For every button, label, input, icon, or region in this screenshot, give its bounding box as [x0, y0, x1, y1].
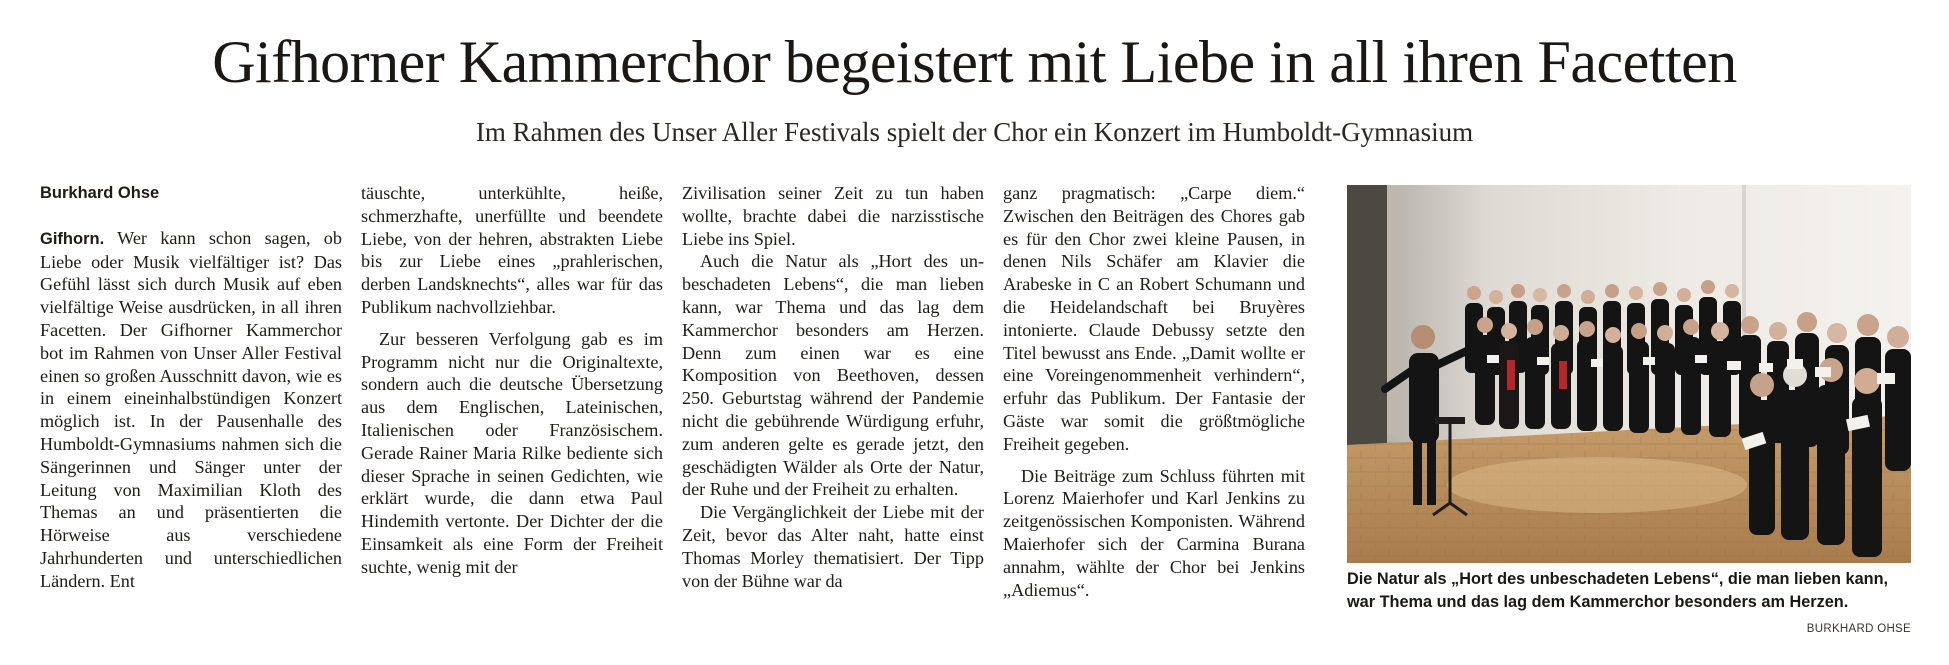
headline: Gifhorner Kammerchor begeistert mit Liebe in all ihren Facetten: [212, 29, 1737, 95]
article-column-1: [40, 182, 342, 593]
article-column-2: [361, 182, 663, 579]
choir-photo-illustration: [1347, 185, 1911, 563]
paragraph-text: Wer kann schon sagen, ob Liebe oder Musik vielfältiger ist? Das Gefühl lässt sich durch Musik auf eben vielfältige Weise ausdrücken, in all ihren Facetten. Der Gifhorner Kammerchor bot im Rahmen von Unser Aller Festival einen so großen Ausschnitt davon, wie es in einem eineinhalbstündigen Konzert möglich ist. In der Pausenhalle des Humboldt-Gymnasiums nahmen sich die Sängerinnen und Sänger unter der Leitung von Maximilian Kloth des Themas an und präsentierten die Hörweise aus verschiedene Jahrhunderten und unterschiedlichen Ländern. Ent: [40, 227, 342, 591]
article-column-4: [1003, 182, 1305, 601]
photo-column: [1387, 185, 1401, 435]
dateline-place: Gifhorn.: [40, 229, 105, 248]
article-column-3: [682, 182, 984, 592]
choir-photo: [1347, 185, 1911, 563]
subheadline: Im Rahmen des Unser Aller Festivals spielt der Chor ein Konzert im Humboldt-Gymnasium: [475, 117, 1474, 147]
paragraph: Zur besseren Verfolgung gab es im Programm nicht nur die Originaltexte, sondern auch die deutsche Übersetzung aus dem Englischen, Lateinischen, Italienischen oder Französischem. Gerade Rainer Maria Rilke bediente sich dieser Sprache in seinen Gedichten, wie erklärt wurde, die dann etwa Paul Hindemith vertonte. Der Dichter der die Einsamkeit als eine Form der Freiheit suchte, wenig mit der: [361, 328, 663, 577]
paragraph: Die Vergänglichkeit der Liebe mit der Zeit, bevor das Alter naht, hatte einst Thomas Morley thematisiert. Der Tipp von der Bühne war da: [682, 502, 984, 591]
paragraph: täuschte, unterkühlte, heiße, schmerzhafte, unerfüllte und beendete Liebe, von der hehren, abstrakten Liebe bis zur Liebe eines „prahlerischen, derben Landsknechts“, alles war für das Publikum nachvollziehbar.: [361, 183, 663, 317]
photo-caption: Die Natur als „Hort des unbeschadeten Lebens“, die man lieben kann, war Thema und das lag dem Kammerchor besonders am Herzen.: [1347, 570, 1889, 611]
paragraph: Die Beiträge zum Schluss führten mit Lorenz Maierhofer und Karl Jenkins zu zeitgenössischen Komponisten. Während Maierhofer sich der Carmina Burana annahm, wählte der Chor bei Jenkins „Adiemus“.: [1003, 465, 1305, 600]
photo-credit: BURKHARD OHSE: [1806, 623, 1911, 635]
byline: Burkhard Ohse: [40, 184, 160, 202]
paragraph: [40, 227, 342, 593]
photo-dark-left: [1347, 185, 1387, 445]
paragraph: ganz pragmatisch: „Carpe diem.“ Zwischen den Beiträgen des Chores gab es für den Chor zwei kleine Pausen, in denen Nils Schäfer am Klavier die Arabeske in C an Robert Schumann und die Heidelandschaft bei Bruyères intonierte. Claude Debussy setzte den Titel bewusst ans Ende. „Damit wollte er eine Voreingenommenheit verhindern“, erfuhr das Publikum. Der Fantasie der Gäste war somit die größtmögliche Freiheit gegeben.: [1003, 183, 1305, 454]
paragraph: Auch die Natur als „Hort des unbeschadeten Lebens“, die man lieben kann, war Thema und das lag dem Kammerchor besonders am Herzen. Denn zum einen war es eine Komposition von Beethoven, dessen 250. Geburtstag während der Pandemie nicht die gebührende Würdigung erfuhr, zum anderen gelte es gerade jetzt, den geschädigten Wälder als Orte der Natur, der Ruhe und der Freiheit zu erhalten.: [682, 251, 984, 500]
paragraph: Zivilisation seiner Zeit zu tun haben wollte, brachte dabei die narzisstische Liebe ins Spiel.: [682, 183, 984, 249]
photo-floor-highlight: [1447, 457, 1747, 513]
